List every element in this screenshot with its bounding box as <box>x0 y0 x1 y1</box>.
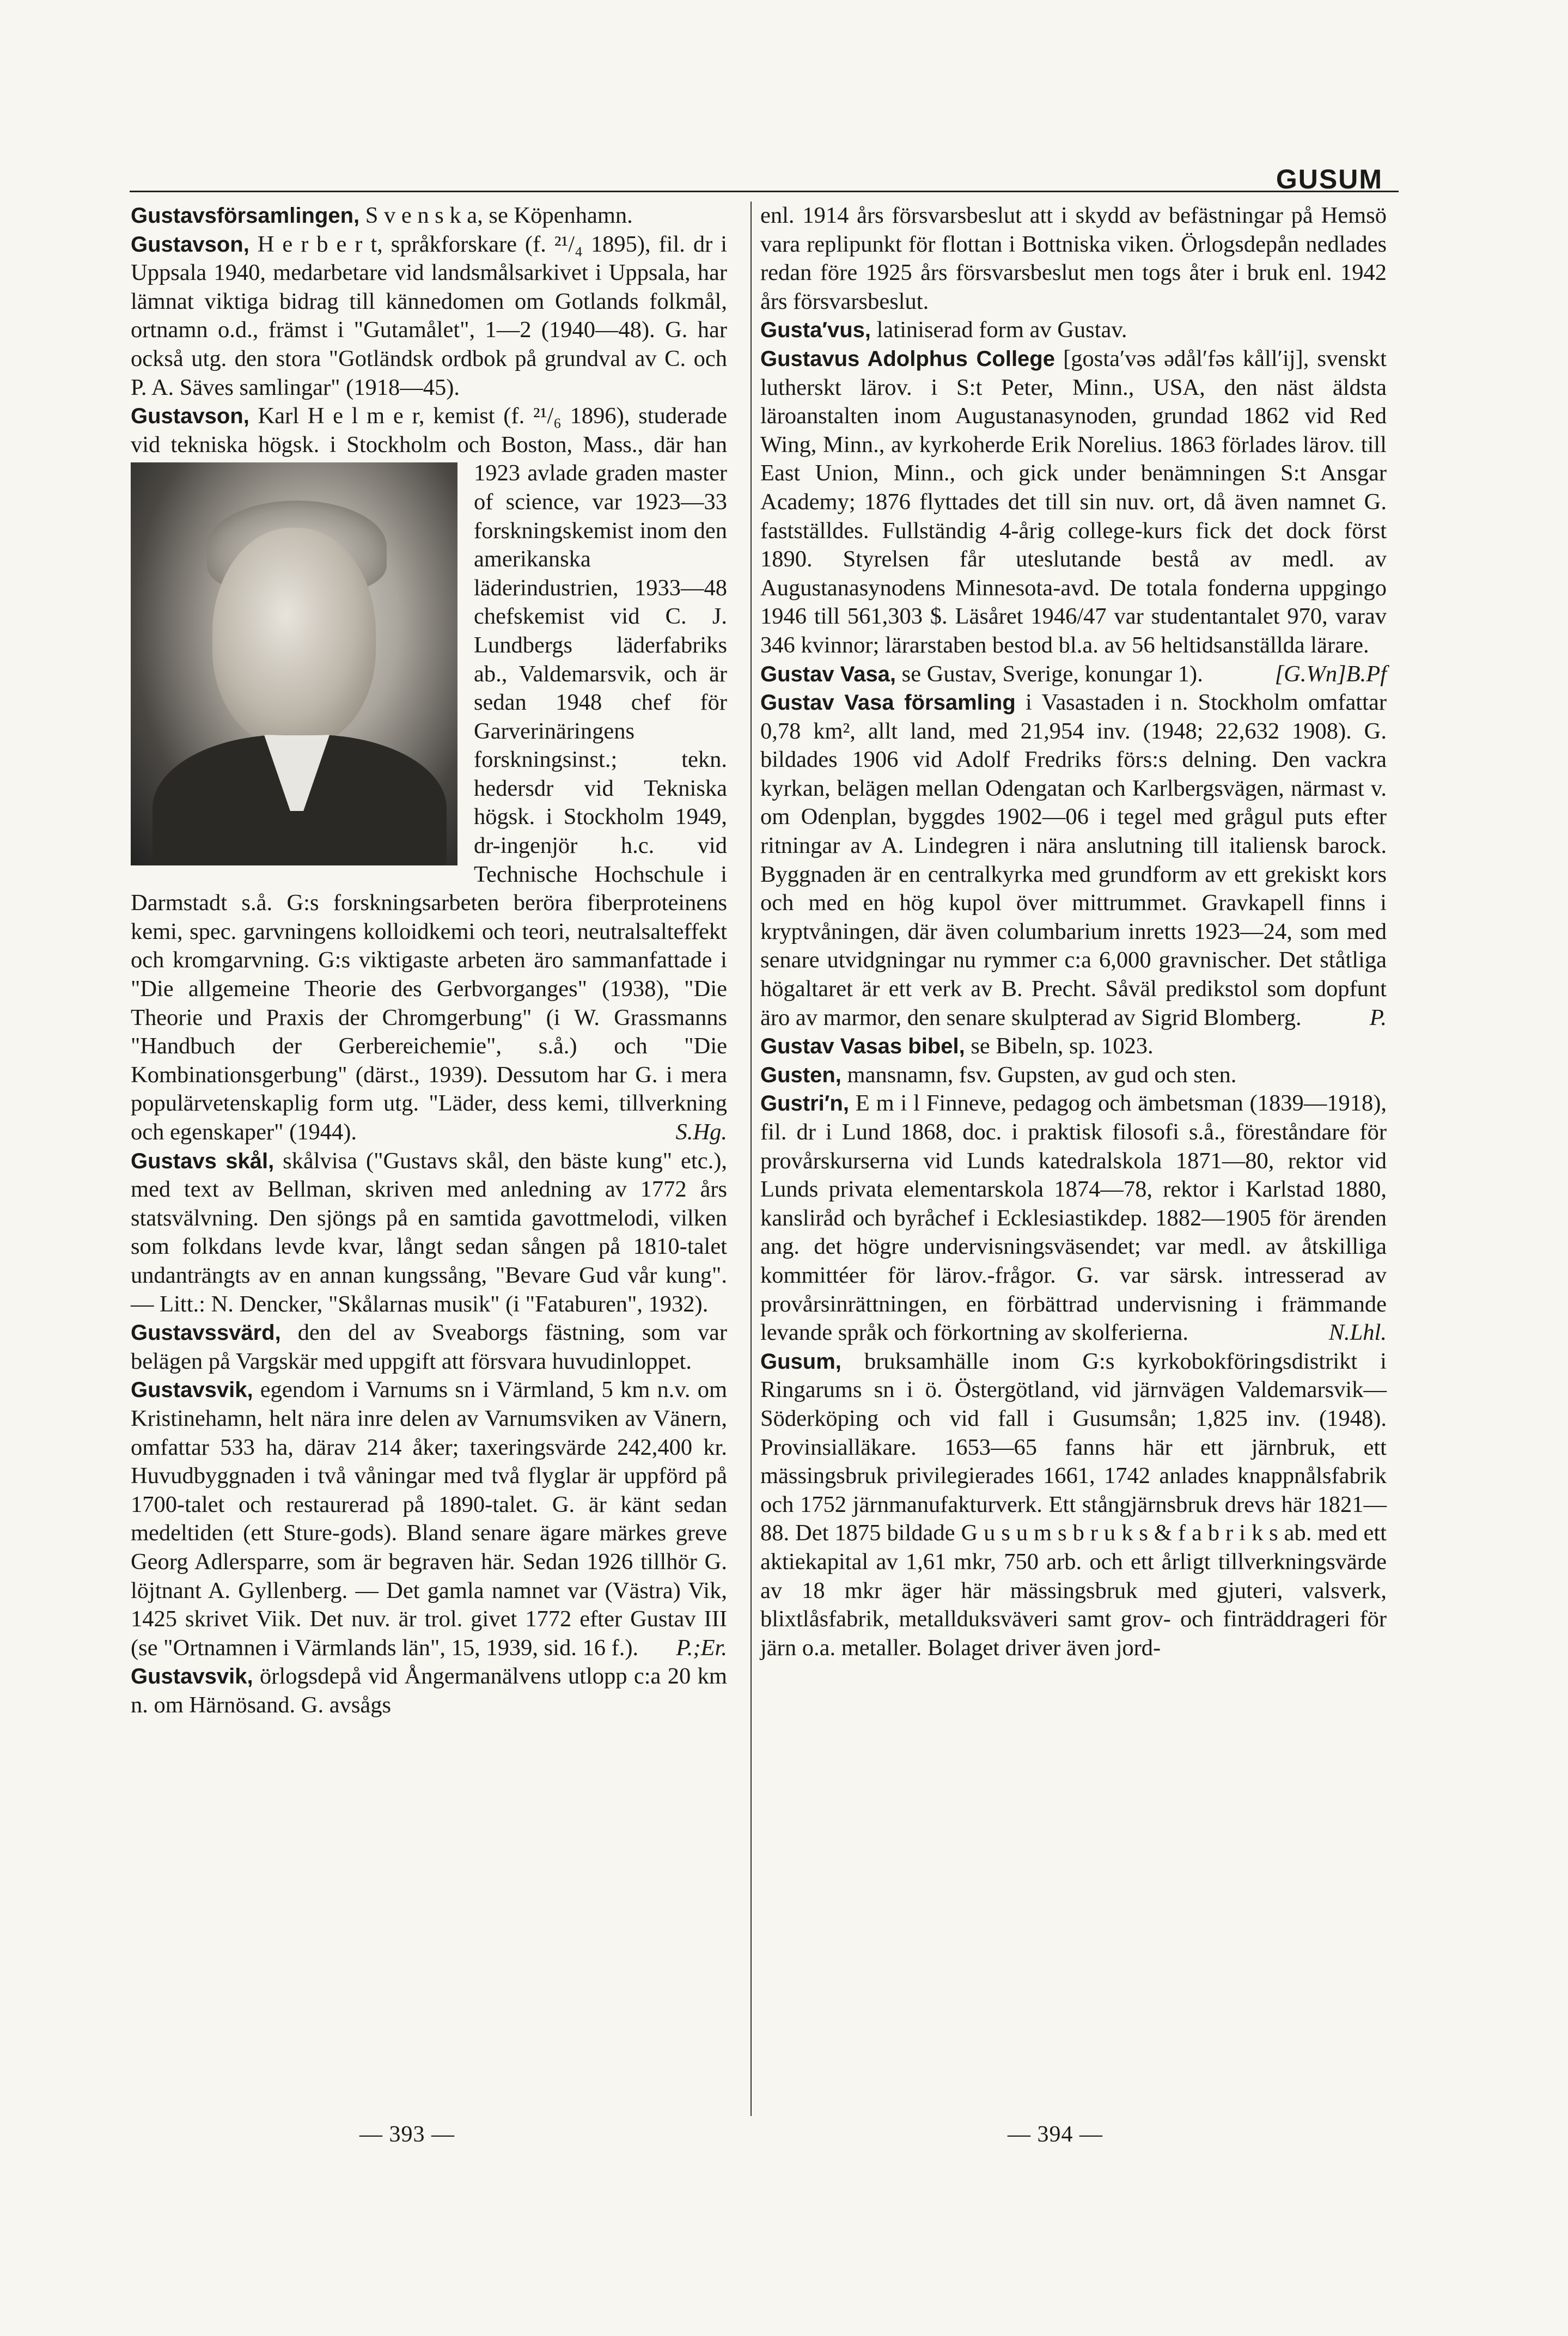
headword: Gustavssvärd, <box>131 1321 281 1345</box>
page-number-right: — 394 — <box>1008 2122 1103 2147</box>
headword: Gustri′n, <box>760 1091 849 1116</box>
running-header: GUSUM <box>1276 164 1383 194</box>
headword: Gustavsförsamlingen, <box>131 204 360 228</box>
left-column <box>131 202 727 1719</box>
author-signature: N.Lhl. <box>1328 1320 1387 1346</box>
entry-text: E m i l Finneve, pedagog och ämbetsman (1839—1918), fil. dr i Lund 1868, doc. i praktisk filosofi s.å., föreståndare för provårskurserna vid Lunds katedralskola 1871—80, rektor vid Lunds privata elementarskola 1874—78, rektor i Karlstad 1880, kansliråd och byråchef i Ecklesiastikdep. 1882—1905 för ärenden ang. det högre undervisningsväsendet; var medl. av åtskilliga kommittéer för lärov.-frågor. G. var särsk. intresserad av provårsinrättningen, en förbättrad undervisning i främmande levande språk och förkortning av skolferierna. <box>760 1090 1387 1346</box>
entry-text: örlogsdepå vid Ångermanälvens utlopp c:a 20 km n. om Härnösand. G. avsågs <box>131 1663 727 1718</box>
headword: Gustav Vasa, <box>760 662 896 686</box>
entry-text: skålvisa ("Gustavs skål, den bäste kung" etc.), med text av Bellman, skriven med anledning av 1772 års statsvälvning. Den sjöngs på en samtida gavottmelodi, vilken som folkdans levde kvar, långt sedan sången på 1810-talet undanträngts av en annan kungssång, "Bevare Gud vår kung". — Litt.: N. Dencker, "Skålarnas musik" (i "Fataburen", 1932). <box>131 1148 727 1317</box>
entry-text: master of science, var 1923—33 forskningskemist inom den amerikanska läderindustrien, 1933—48 chefskemist vid C. J. Lundbergs läderfabriks ab., Valdemarsvik, och är sedan 1948 chef för Garverinäringens forskningsinst.; tekn. hedersdr vid Tekniska högsk. i Stockholm 1949, dr-ingenjör h.c. vid Technische Hochschule i Darmstadt s.å. G:s forskningsarbeten beröra fiberproteinens kemi, spec. garvningens kolloidkemi och teori, neutralsalteffekt och kromgarvning. G:s viktigaste arbeten äro sammanfattade i "Die allgemeine Theorie des Gerbvorganges" (1938), "Die Theorie und Praxis der Chromgerbung" (i W. Grassmanns "Handbuch der Gerbereichemie", s.å.) och "Die Kombinationsgerbung" (därst., 1939). Dessutom har G. i mera populärvetenskaplig form utg. "Läder, dess kemi, tillverkning och egenskaper" (1944). <box>131 460 727 1145</box>
entry <box>131 1376 727 1662</box>
headword: Gusum, <box>760 1349 841 1374</box>
entry <box>760 1061 1387 1090</box>
entry <box>131 202 727 230</box>
headword: Gustavsvik, <box>131 1378 253 1402</box>
entry-text: S v e n s k a, se Köpenhamn. <box>359 203 633 228</box>
entry <box>760 1032 1387 1061</box>
headword: Gusta′vus, <box>760 318 871 343</box>
author-signature: P.;Er. <box>676 1634 727 1661</box>
headword: Gustavus Adolphus College <box>760 346 1055 371</box>
entry <box>760 316 1387 345</box>
entry-text: se Bibeln, sp. 1023. <box>965 1033 1154 1059</box>
entry-text-lead: Karl H e l m e r, kemist (f. ²¹/₆ 1896), studerade vid tekniska högsk. i Stockholm och Boston, Mass., där han 1923 avlade graden <box>131 403 727 486</box>
entry <box>131 1147 727 1319</box>
portrait-photo <box>131 462 457 865</box>
author-signature: [G.Wn]B.Pf <box>1274 661 1387 687</box>
entry <box>131 402 727 1146</box>
entry <box>131 1319 727 1376</box>
entry <box>760 1347 1387 1663</box>
entry-text: mansnamn, fsv. Gupsten, av gud och sten. <box>841 1062 1237 1088</box>
entry <box>760 1089 1387 1347</box>
page-number-left: — 393 — <box>359 2122 455 2147</box>
right-column <box>760 202 1387 1662</box>
headword: Gustavsvik, <box>131 1664 253 1689</box>
entry-text: H e r b e r t, språkforskare (f. ²¹/₄ 1895), fil. dr i Uppsala 1940, medarbetare vid landsmålsarkivet i Uppsala, har lämnat viktiga bidrag till kännedomen om Gotlands folkmål, ortnamn o.d., främst i "Gutamålet", 1—2 (1940—48). G. har också utg. den stora "Gotländsk ordbok på grundval av C. och P. A. Säves samlingar" (1918—45). <box>131 231 727 400</box>
headword: Gustavson, <box>131 232 249 257</box>
headword: Gustavson, <box>131 404 249 429</box>
entry <box>131 1662 727 1719</box>
entry-text: se Gustav, Sverige, konungar 1). <box>896 661 1203 687</box>
header-rule <box>130 191 1399 192</box>
entry <box>131 230 727 402</box>
entry-text: enl. 1914 års försvarsbeslut att i skydd av befästningar på Hemsö vara replipunkt för flottan i Bottniska viken. Örlogsdepån nedlades redan före 1925 års försvarsbeslut men togs åter i bruk enl. 1942 års försvarsbeslut. <box>760 203 1387 314</box>
author-signature: P. <box>1369 1004 1387 1030</box>
headword: Gusten, <box>760 1063 841 1087</box>
headword: Gustav Vasas bibel, <box>760 1034 965 1059</box>
column-divider <box>751 202 752 2116</box>
headword: Gustav Vasa församling <box>760 691 1016 715</box>
entry-text: egendom i Varnums sn i Värmland, 5 km n.v. om Kristinehamn, helt nära inre delen av Varnumsviken av Vänern, omfattar 533 ha, därav 214 åker; taxeringsvärde 242,400 kr. Huvudbyggnaden i två våningar med två flyglar är uppförd på 1700-talet och restaurerad på 1890-talet. G. är känt sedan medeltiden (ett Sture-gods). Bland senare ägare märkes greve Georg Adlersparre, som är begraven här. Sedan 1926 tillhör G. löjtnant A. Gyllenberg. — Det gamla namnet var (Västra) Vik, 1425 skrivet Viik. Det nuv. är trol. givet 1772 efter Gustav III (se "Ortnamnen i Värmlands län", 15, 1939, sid. 16 f.). <box>131 1377 727 1661</box>
entry-text: i Vasastaden i n. Stockholm omfattar 0,78 km², allt land, med 21,954 inv. (1948; 22,632 1908). G. bildades 1906 vid Adolf Fredriks förs:s delning. Den vackra kyrkan, belägen mellan Odengatan och Karlbergsvägen, närmast v. om Odenplan, byggdes 1902—06 i tegel med grågul puts efter ritningar av A. Lindegren i nära anslutning till italiensk barock. Byggnaden är en centralkyrka med grundform av ett grekiskt kors och med en hög kupol över mittrummet. Gravkapell finns i kryptvåningen, där även columbarium inretts 1923—24, som med senare utvidgningar nu rymmer c:a 6,000 gravnischer. Det ståtliga högaltaret är ett verk av B. Precht. Såväl predikstol som dopfunt äro av marmor, den senare skulpterad av Sigrid Blomberg. <box>760 690 1387 1030</box>
entry <box>760 688 1387 1032</box>
entry-text: latiniserad form av Gustav. <box>871 317 1127 343</box>
entry <box>760 202 1387 316</box>
entry-text: bruksamhälle inom G:s kyrkobokföringsdistrikt i Ringarums sn i ö. Östergötland, vid järnvägen Valdemarsvik—Söderköping och vid fall i Gusumsån; 1,825 inv. (1948). Provinsialläkare. 1653—65 fanns här ett järnbruk, ett mässingsbruk privilegierades 1661, 1742 anlades knappnålsfabrik och 1752 järnmanufakturverk. Ett stångjärnsbruk drevs här 1821—88. Det 1875 bildade G u s u m s b r u k s & f a b r i k s ab. med ett aktiekapital av 1,61 mkr, 750 arb. och ett årligt tillverkningsvärde av 18 mkr äger här mässingsbruk med gjuteri, valsverk, blixtlåsfabrik, metallduksväveri samt grov- och finträddrageri för järn o.a. metaller. Bolaget driver även jord- <box>760 1348 1387 1661</box>
author-signature: S.Hg. <box>675 1119 727 1145</box>
headword: Gustavs skål, <box>131 1149 274 1173</box>
entry-text: den del av Sveaborgs fästning, som var belägen på Vargskär med uppgift att försvara huvudinloppet. <box>131 1320 727 1374</box>
entry-text: [gosta′vəs ədål′fəs kåll′ij], svenskt lutherskt lärov. i S:t Peter, Minn., USA, den näst äldsta läroanstalten inom Augustanasynoden, grundad 1862 vid Red Wing, Minn., av kyrkoherde Erik Norelius. 1863 förlades lärov. till East Union, Minn., och gick under benämningen S:t Ansgar Academy; 1876 flyttades det till sin nuv. ort, då även namnet G. fastställdes. Fullständig 4-årig college-kurs fick det dock först 1890. Styrelsen får uteslutande bestå av medl. av Augustanasynodens Minnesota-avd. De totala fonderna uppgingo 1946 till 561,303 $. Läsåret 1946/47 var studentantalet 970, varav 346 kvinnor; lärarstaben bestod bl.a. av 56 heltidsanställda lärare. <box>760 345 1387 658</box>
